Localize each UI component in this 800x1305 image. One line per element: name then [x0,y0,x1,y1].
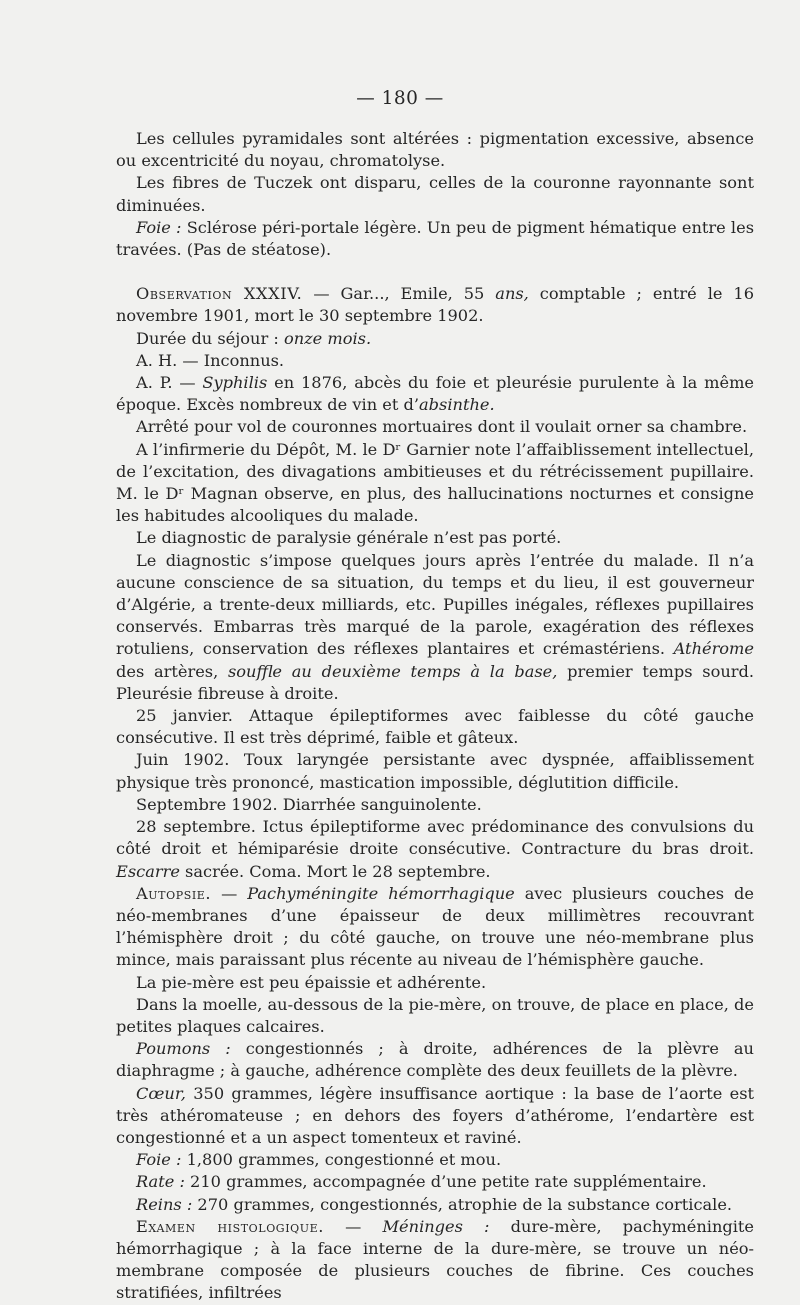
body-text [116,128,754,1305]
paragraph: 28 septembre. Ictus épileptiforme avec prédominance des convulsions du côté droit et hémiparésie droite consécutive. Contracture du bras droit. Escarre sacrée. Coma. Mort le 28 septembre. [116,817,754,881]
page-number: — 180 — [356,88,444,109]
paragraph: Reins : 270 grammes, congestionnés, atrophie de la substance corticale. [136,1194,733,1214]
paragraph: Septembre 1902. Diarrhée sanguinolente. [136,794,482,814]
paragraph: A l’infirmerie du Dépôt, M. le Dʳ Garnier note l’affaiblissement intellectuel, de l’excitation, des divagations ambitieuses et du rétrécissement pupillaire. M. le Dʳ Magnan observe, en plus, des hallucinations nocturnes et consigne les habitudes alcooliques du malade. [116,439,754,526]
paragraph: 25 janvier. Attaque épileptiformes avec faiblesse du côté gauche consécutive. Il est très déprimé, faible et gâteux. [116,706,754,748]
paragraph: Le diagnostic de paralysie générale n’est pas porté. [136,528,562,548]
paragraph: Les fibres de Tuczek ont disparu, celles de la couronne rayonnante sont diminuées. [116,173,754,215]
paragraph: Rate : 210 grammes, accompagnée d’une petite rate supplémentaire. [136,1172,707,1192]
paragraph: Foie : 1,800 grammes, congestionné et mou. [136,1150,502,1170]
paragraph: Les cellules pyramidales sont altérées : pigmentation excessive, absence ou excentricité du noyau, chromatolyse. [116,129,754,171]
histology-heading: Examen histologique. [136,1216,325,1236]
paragraph: La pie-mère est peu épaissie et adhérente. [136,972,487,992]
paragraph: Poumons : congestionnés ; à droite, adhérences de la plèvre au diaphragme ; à gauche, adhérence complète des deux feuillets de la plèvre. [116,1039,754,1081]
autopsy-heading: Autopsie. [136,883,212,903]
paragraph: Dans la moelle, au-dessous de la pie-mère, on trouve, de place en place, de petites plaques calcaires. [116,994,754,1036]
paragraph: Arrêté pour vol de couronnes mortuaires dont il voulait orner sa chambre. [136,417,748,437]
paragraph: Le diagnostic s’impose quelques jours après l’entrée du malade. Il n’a aucune conscience de sa situation, du temps et du lieu, il est gouverneur d’Algérie, a trente-deux milliards, etc. Pupilles inégales, réflexes pupillaires conservés. Embarras très marqué de la parole, exagération des réflexes rotuliens, conservation des réflexes plantaires et crémastériens. Athérome des artères, souffle au deuxième temps à la base, premier temps sourd. Pleurésie fibreuse à droite. [116,550,754,703]
paragraph: Juin 1902. Toux laryngée persistante avec dyspnée, affaiblissement physique très prononcé, mastication impossible, déglutition difficile. [116,750,754,792]
paragraph: Foie : Sclérose péri-portale légère. Un peu de pigment hématique entre les travées. (Pas de stéatose). [116,217,754,260]
autopsy-paragraph: Autopsie. — Pachyméningite hémorrhagique avec plusieurs couches de néo-membranes d’une épaisseur de deux millimètres recouvrant l’hémisphère droit ; du côté gauche, on trouve une néo-membrane plus mince, mais paraissant plus récente au niveau de l’hémisphère gauche. [116,883,754,970]
observation-heading-paragraph: Observation XXXIV. — Gar..., Emile, 55 ans, comptable ; entré le 16 novembre 1901, mort le 30 septembre 1902. [116,284,754,326]
paragraph: A. P. — Syphilis en 1876, abcès du foie et pleurésie purulente à la même époque. Excès nombreux de vin et d’absinthe. [116,373,754,415]
observation-title: Observation XXXIV. [136,284,303,304]
paragraph: A. H. — Inconnus. [136,350,285,370]
paragraph: Cœur, 350 grammes, légère insuffisance aortique : la base de l’aorte est très athéromateuse ; en dehors des foyers d’athérome, l’endartère est congestionné et a un aspect tomenteux et raviné. [116,1083,754,1147]
histology-paragraph: Examen histologique. — Méninges : dure-mère, pachyméningite hémorrhagique ; à la face interne de la dure-mère, se trouve un néo-membrane composée de plusieurs couches de fibrine. Ces couches stratifiées, infiltrées [116,1216,754,1303]
paragraph: Durée du séjour : onze mois. [136,328,372,348]
